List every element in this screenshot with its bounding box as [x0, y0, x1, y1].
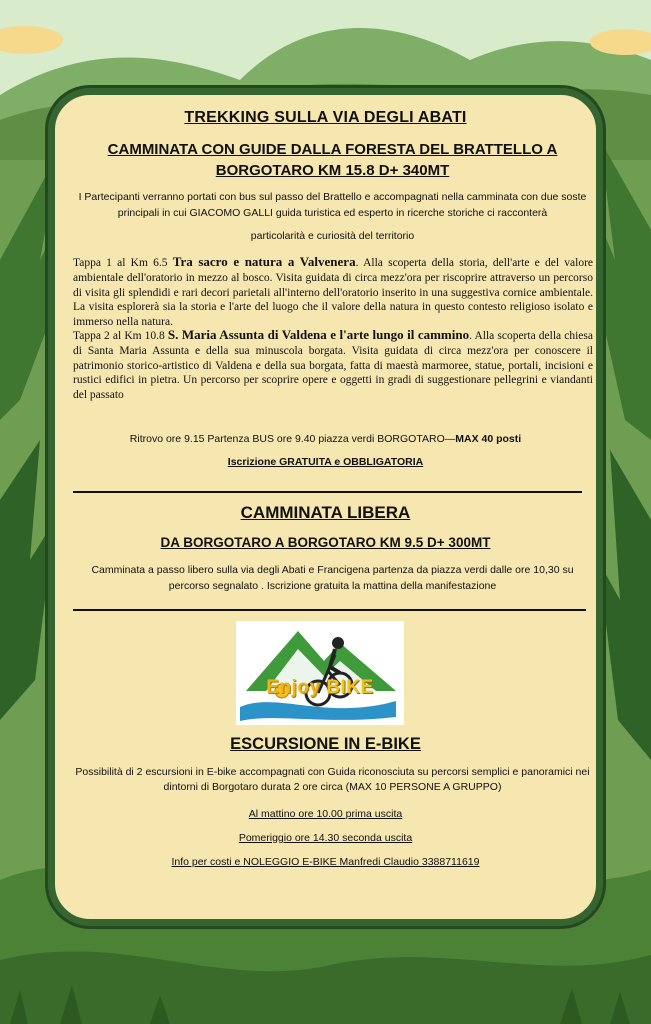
- tappa-1-prefix: Tappa 1 al Km 6.5: [73, 257, 173, 269]
- logo-graphic: [236, 621, 404, 725]
- tappa-2-prefix: Tappa 2 al Km 10.8: [73, 330, 168, 342]
- ebike-text: Possibilità di 2 escursioni in E-bike accompagnati con Guida riconosciuta su percorsi semplici e panoramici nei dintorni di Borgotaro durata 2 ore circa (MAX 10 PERSONE A GRUPPO): [75, 766, 590, 793]
- trekking-title: TREKKING SULLA VIA DEGLI ABATI: [184, 109, 467, 126]
- tappa-2-title: S. Maria Assunta di Valdena e l'arte lungo il cammino: [167, 327, 470, 342]
- ritrovo-max: MAX 40 posti: [455, 433, 522, 445]
- tappa-1-paragraph: [73, 255, 593, 330]
- ebike-morning: Al mattino ore 10.00 prima uscita: [248, 808, 403, 820]
- tappa-2-paragraph: [73, 328, 593, 403]
- tappa-1-text: . Alla scoperta della storia, dell'arte e del valore ambientale dell'oratorio in mezzo al bosco. Visita guidata di circa mezz'ora per riscoprire attraverso un percorso di visita gli splendidi e rari decori parietali all'interno dell'oratorio inserito in una suggestiva cornice ambientale. La visita esplorerà sia la storia e l'arte del luogo che il valore della natura in questo contesto religioso isolato e immerso nella natura.: [73, 257, 594, 329]
- iscrizione-line: Iscrizione GRATUITA e OBBLIGATORIA: [227, 456, 424, 468]
- libera-title: CAMMINATA LIBERA: [240, 503, 411, 522]
- ebike-afternoon: Pomeriggio ore 14.30 seconda uscita: [238, 832, 413, 844]
- libera-subtitle: DA BORGOTARO A BORGOTARO KM 9.5 D+ 300MT: [160, 535, 491, 550]
- tappa-2-text: . Alla scoperta della chiesa di Santa Maria Assunta e della sua minuscola borgata. Visita guidata di circa mezz'ora per conoscere il patrimonio storico-artistico di Valdena e della sua borgata, fatta di maestà marmoree, statue, portali, incisioni e rustici edifici in pietra. Un percorso per scoprire opere e oggetti in gradi di suggestionare pellegrini e viandanti del passato: [73, 330, 593, 402]
- libera-text: Camminata a passo libero sulla via degli Abati e Francigena partenza da piazza verdi dalle ore 10,30 su percorso segnalato . Iscrizione gratuita la mattina della manifestazione: [91, 564, 574, 592]
- ritrovo-line: [55, 433, 596, 445]
- logo-bike: BIKE: [326, 677, 374, 698]
- ebike-info: Info per costi e NOLEGGIO E-BIKE Manfredi Claudio 3388711619: [171, 856, 480, 868]
- enjoy-bike-logo: [236, 621, 404, 725]
- trekking-subtitle-line2: BORGOTARO KM 15.8 D+ 340MT: [215, 162, 450, 179]
- logo-text: [236, 677, 404, 699]
- tappa-1-title: Tra sacro e natura a Valvenera: [172, 254, 356, 269]
- ritrovo-text: Ritrovo ore 9.15 Partenza BUS ore 9.40 piazza verdi BORGOTARO—: [129, 433, 456, 445]
- trekking-intro: I Partecipanti verranno portati con bus sul passo del Brattello e accompagnati nella camminata con due soste principali in cui GIACOMO GALLI guida turistica ed esperto in ricerche storiche ci racconterà: [78, 191, 587, 219]
- divider: [73, 491, 582, 493]
- ebike-title: ESCURSIONE IN E-BIKE: [230, 735, 421, 753]
- trekking-subtitle: [75, 139, 590, 181]
- trekking-subtitle-line1: CAMMINATA CON GUIDE DALLA FORESTA DEL BRATTELLO A: [107, 141, 558, 158]
- content-panel: [48, 88, 603, 926]
- trekking-intro-2: particolarità e curiosità del territorio: [250, 230, 415, 242]
- divider: [73, 609, 586, 611]
- logo-enjoy: Enjoy: [266, 677, 321, 698]
